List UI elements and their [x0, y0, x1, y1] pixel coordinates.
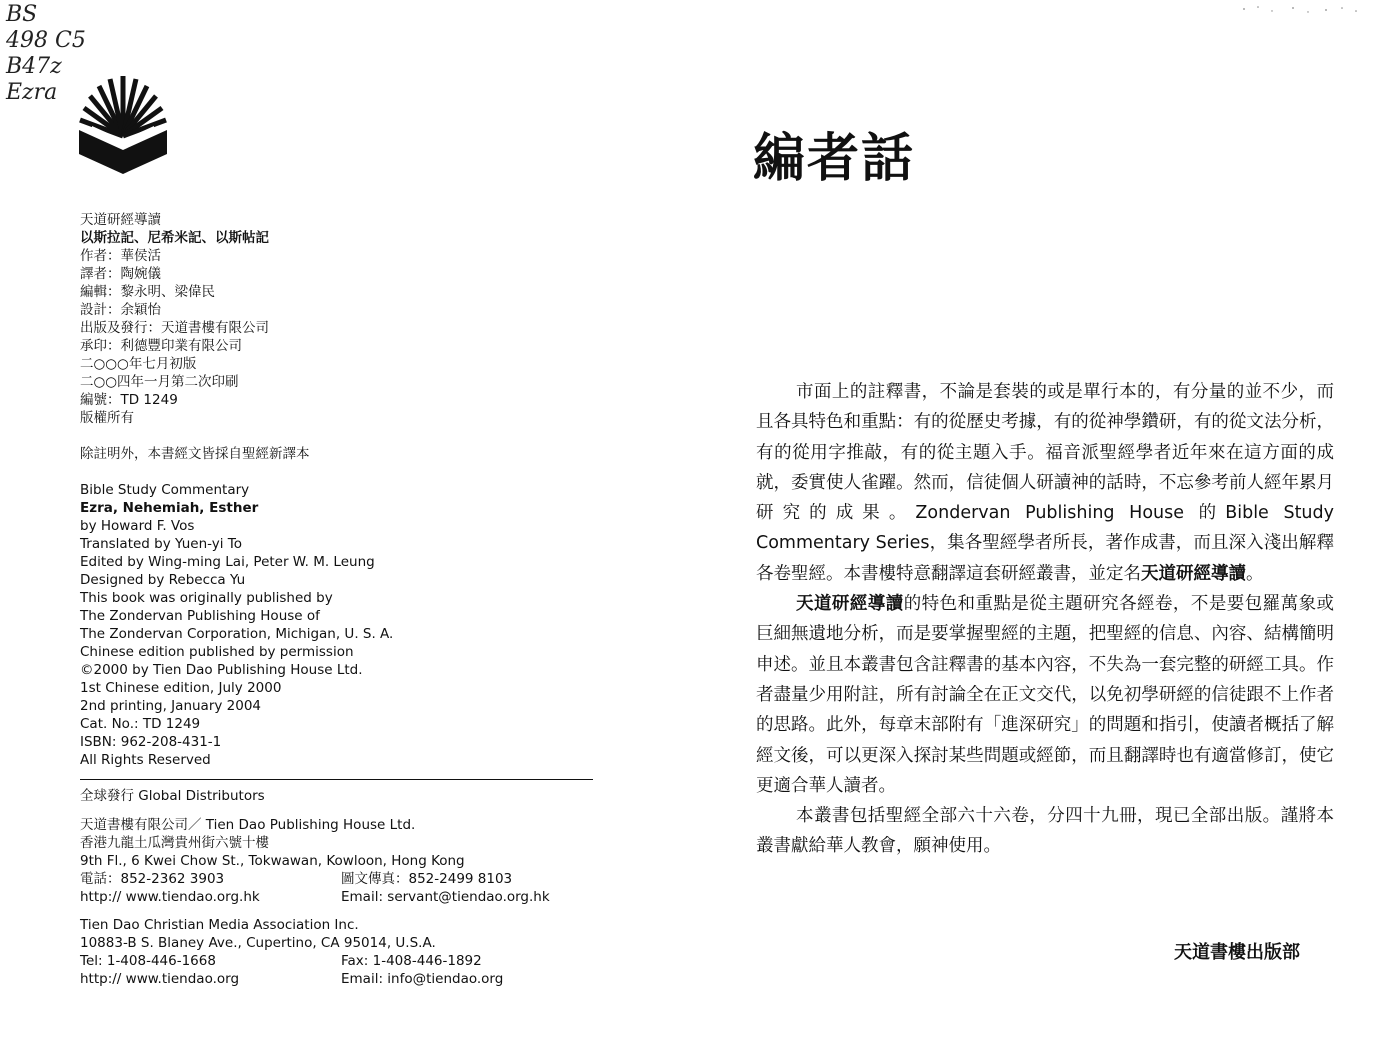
editor-preface-body [756, 377, 1334, 862]
copyright-zh: 版權所有 [80, 410, 134, 426]
book-title-en: Ezra, Nehemiah, Esther [80, 500, 259, 516]
paragraph-2-text: 的特色和重點是從主題研究各經卷，不是要包羅萬象或巨細無遺地分析，而是要掌握聖經的主題，把聖經的信息、內容、結構簡明申述。並且本叢書包含註釋書的基本內容，不失為一套完整的研經工具。作者盡量少用附註，所有討論全在正文交代，以免初學研經的信徒跟不上作者的思路。此外，每章末部附有「進深研究」的問題和指引，使讀者概括了解經文後，可以更深入探討某些問題或經節，而且翻譯時也有適當修訂，使它更適合華人讀者。 [756, 594, 1335, 796]
publisher-zh: 出版及發行：天道書樓有限公司 [80, 320, 269, 336]
distributor-us-tel: Tel: 1-408-446-1668 [80, 953, 216, 969]
page-title: 編者話 [753, 129, 916, 189]
designer-zh: 設計：余穎怡 [80, 302, 161, 318]
catalog-number-zh: 編號：TD 1249 [80, 392, 178, 408]
distributor-us-email: Email: info@tiendao.org [341, 971, 504, 987]
distributor-us-address: 10883-B S. Blaney Ave., Cupertino, CA 95014, U.S.A. [80, 935, 436, 951]
colophon-english [80, 481, 393, 769]
paragraph-1-end: 。 [1246, 563, 1264, 584]
distributor-hk-address-en: 9th Fl., 6 Kwei Chow St., Tokwawan, Kowloon, Hong Kong [80, 853, 465, 869]
distributor-hk-address-zh: 香港九龍土瓜灣貴州街六號十樓 [80, 835, 269, 851]
isbn: ISBN: 962-208-431-1 [80, 734, 222, 750]
distributor-hk-tel: 電話：852-2362 3903 [80, 871, 225, 887]
colophon-chinese [80, 211, 269, 427]
divider-rule [80, 779, 593, 780]
catalog-number-en: Cat. No.: TD 1249 [80, 716, 201, 732]
permission-line: Chinese edition published by permission [80, 644, 354, 660]
distributor-hk-email: Email: servant@tiendao.org.hk [341, 889, 550, 905]
distributor-hk-web: http:// www.tiendao.org.hk [80, 889, 260, 905]
printer-zh: 承印：利德豐印業有限公司 [80, 338, 242, 354]
rights-reserved: All Rights Reserved [80, 752, 211, 768]
distributor-hk-fax: 圖文傳真：852-2499 8103 [341, 871, 513, 887]
second-printing-en: 2nd printing, January 2004 [80, 698, 262, 714]
copyright-en: ©2000 by Tien Dao Publishing House Ltd. [80, 662, 363, 678]
original-publisher-line: This book was originally published by [80, 590, 333, 606]
original-publisher-line: The Zondervan Corporation, Michigan, U. S. A. [80, 626, 394, 642]
author-zh: 作者：華侯活 [80, 248, 161, 264]
distributors-heading: 全球發行 Global Distributors [80, 788, 265, 804]
scan-specks [1238, 2, 1368, 16]
translator-en: Translated by Yuen-yi To [80, 536, 242, 552]
distributor-us-web: http:// www.tiendao.org [80, 971, 240, 987]
publisher-logo-icon [78, 74, 168, 174]
designer-en: Designed by Rebecca Yu [80, 572, 246, 588]
signature: 天道書樓出版部 [1174, 942, 1300, 963]
series-name-emphasis: 天道研經導讀 [1141, 563, 1246, 584]
first-edition-zh: 二○○○年七月初版 [80, 356, 197, 372]
scripture-note: 除註明外，本書經文皆採自聖經新譯本 [80, 446, 310, 462]
first-edition-en: 1st Chinese edition, July 2000 [80, 680, 282, 696]
paragraph-2 [756, 589, 1334, 801]
editors-zh: 編輯：黎永明、梁偉民 [80, 284, 215, 300]
paragraph-1-text: 市面上的註釋書，不論是套裝的或是單行本的，有分量的並不少，而且各具特色和重點：有的從歷史考據，有的從神學鑽研，有的從文法分析，有的從用字推敲，有的從主題入手。福音派聖經學者近年來在這方面的成就，委實使人雀躍。然而，信徒個人研讀神的話時，不忘參考前人經年累月研究的成果。Zondervan Publishing House 的Bible Study Commentary Series，集各聖經學者所長，著作成書，而且深入淺出解釋各卷聖經。本書樓特意翻譯這套研經叢書，並定名 [756, 382, 1334, 584]
original-publisher-line: The Zondervan Publishing House of [80, 608, 320, 624]
paragraph-1 [756, 377, 1334, 589]
distributor-us-name: Tien Dao Christian Media Association Inc. [80, 917, 359, 933]
distributor-us-fax: Fax: 1-408-446-1892 [341, 953, 482, 969]
editors-en: Edited by Wing-ming Lai, Peter W. M. Leung [80, 554, 375, 570]
series-name-zh: 天道研經導讀 [80, 212, 161, 228]
book-title-zh: 以斯拉記、尼希米記、以斯帖記 [80, 230, 269, 246]
translator-zh: 譯者：陶婉儀 [80, 266, 161, 282]
second-printing-zh: 二○○四年一月第二次印刷 [80, 374, 239, 390]
series-name-en: Bible Study Commentary [80, 482, 250, 498]
series-name-emphasis: 天道研經導讀 [796, 594, 904, 615]
handwritten-call-number: BS 498 C5 B47z Ezra [6, 2, 86, 105]
paragraph-3: 本叢書包括聖經全部六十六卷，分四十九冊，現已全部出版。謹將本叢書獻給華人教會，願神使用。 [756, 806, 1334, 857]
author-en: by Howard F. Vos [80, 518, 195, 534]
distributor-hk-name: 天道書樓有限公司／ Tien Dao Publishing House Ltd. [80, 817, 416, 833]
